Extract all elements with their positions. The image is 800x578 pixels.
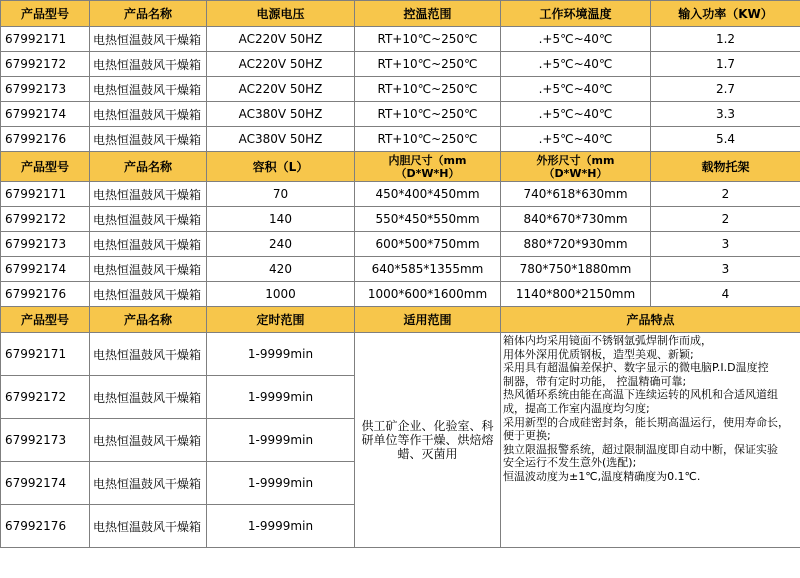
table-cell: RT+10℃~250℃: [355, 52, 501, 77]
table-cell: 67992173: [1, 232, 90, 257]
table-cell: 电热恒温鼓风干燥箱: [90, 257, 207, 282]
table-cell: 880*720*930mm: [501, 232, 651, 257]
table-cell: 3: [651, 232, 800, 257]
table-cell: 1-9999min: [207, 419, 355, 462]
table-cell: AC220V 50HZ: [207, 52, 355, 77]
table-cell: 电热恒温鼓风干燥箱: [90, 333, 207, 376]
table-cell: 550*450*550mm: [355, 207, 501, 232]
column-header: 外形尺寸（mm （D*W*H）: [501, 152, 651, 182]
feature-line: 制器，带有定时功能， 控温精确可靠;: [503, 374, 687, 388]
column-header: 产品名称: [90, 1, 207, 27]
table-row: [1, 77, 800, 102]
column-header: 电源电压: [207, 1, 355, 27]
table-cell: 67992172: [1, 207, 90, 232]
table-cell: 67992176: [1, 282, 90, 307]
table-row: [1, 257, 800, 282]
table-cell: 640*585*1355mm: [355, 257, 501, 282]
header3-row: [1, 307, 800, 333]
table-cell: 2: [651, 182, 800, 207]
column-header: 产品型号: [1, 1, 90, 27]
table-row: [1, 333, 800, 376]
table-cell: 电热恒温鼓风干燥箱: [90, 282, 207, 307]
column-header: 产品特点: [501, 307, 800, 333]
table-cell: 1-9999min: [207, 505, 355, 548]
table-row: [1, 232, 800, 257]
feature-line: 采用具有超温偏差保护、数字显示的微电脑P.I.D温度控: [503, 361, 769, 375]
column-header: 控温范围: [355, 1, 501, 27]
table-cell: 67992172: [1, 376, 90, 419]
feature-line: 独立限温报警系统，超过限制温度即自动中断，保证实验: [503, 442, 778, 456]
table-cell: 1140*800*2150mm: [501, 282, 651, 307]
table-cell: 240: [207, 232, 355, 257]
table-cell: 67992173: [1, 77, 90, 102]
table-cell: 1.2: [651, 27, 800, 52]
feature-line: 成，提高工作室内温度均匀度;: [503, 401, 650, 415]
column-header: 定时范围: [207, 307, 355, 333]
table-cell: 67992171: [1, 333, 90, 376]
table-cell: 2.7: [651, 77, 800, 102]
table-cell: 420: [207, 257, 355, 282]
product-features-cell: [501, 333, 800, 548]
table-cell: 780*750*1880mm: [501, 257, 651, 282]
table-cell: 3.3: [651, 102, 800, 127]
table-cell: 67992171: [1, 27, 90, 52]
table-row: [1, 27, 800, 52]
table-row: [1, 182, 800, 207]
table-row: [1, 127, 800, 152]
table-row: [1, 52, 800, 77]
table-cell: AC380V 50HZ: [207, 102, 355, 127]
table-cell: 67992173: [1, 419, 90, 462]
column-header: 工作环境温度: [501, 1, 651, 27]
column-header: 产品名称: [90, 152, 207, 182]
table-cell: 1.7: [651, 52, 800, 77]
column-header: 产品型号: [1, 152, 90, 182]
table-cell: 740*618*630mm: [501, 182, 651, 207]
table-cell: 67992174: [1, 102, 90, 127]
table-row: [1, 282, 800, 307]
feature-line: 恒温波动度为±1℃,温度精确度为0.1℃.: [503, 469, 701, 483]
table-cell: AC220V 50HZ: [207, 77, 355, 102]
table-cell: 840*670*730mm: [501, 207, 651, 232]
feature-line: 采用新型的合成硅密封条，能长期高温运行，使用寿命长，: [503, 415, 789, 429]
table-cell: 2: [651, 207, 800, 232]
table-cell: .+5℃~40℃: [501, 52, 651, 77]
table-cell: 70: [207, 182, 355, 207]
table-cell: 1-9999min: [207, 333, 355, 376]
table-cell: 电热恒温鼓风干燥箱: [90, 462, 207, 505]
table-cell: 67992176: [1, 127, 90, 152]
table-cell: 67992174: [1, 462, 90, 505]
feature-line: 用体外深用优质钢板，造型美观、新颖;: [503, 347, 694, 361]
column-header: 容积（L）: [207, 152, 355, 182]
table-cell: 67992172: [1, 52, 90, 77]
table-cell: 电热恒温鼓风干燥箱: [90, 102, 207, 127]
table-cell: 1-9999min: [207, 376, 355, 419]
table-cell: 5.4: [651, 127, 800, 152]
column-header: 产品名称: [90, 307, 207, 333]
table-cell: RT+10℃~250℃: [355, 77, 501, 102]
table-cell: 600*500*750mm: [355, 232, 501, 257]
table-cell: 67992174: [1, 257, 90, 282]
application-scope-cell: 供工矿企业、化验室、科研单位等作干燥、烘焙熔蜡、灭菌用: [355, 333, 501, 548]
column-header: 输入功率（KW）: [651, 1, 800, 27]
table-cell: 140: [207, 207, 355, 232]
table-cell: 电热恒温鼓风干燥箱: [90, 376, 207, 419]
table-cell: .+5℃~40℃: [501, 77, 651, 102]
table-cell: 电热恒温鼓风干燥箱: [90, 505, 207, 548]
table-cell: .+5℃~40℃: [501, 27, 651, 52]
table-cell: 电热恒温鼓风干燥箱: [90, 127, 207, 152]
column-header: 内胆尺寸（mm （D*W*H）: [355, 152, 501, 182]
table-cell: 电热恒温鼓风干燥箱: [90, 207, 207, 232]
table-cell: 电热恒温鼓风干燥箱: [90, 27, 207, 52]
table-row: [1, 207, 800, 232]
column-header: 适用范围: [355, 307, 501, 333]
header2-row: [1, 152, 800, 182]
table-row: [1, 102, 800, 127]
table-cell: RT+10℃~250℃: [355, 27, 501, 52]
table-cell: 电热恒温鼓风干燥箱: [90, 52, 207, 77]
table-cell: 1000*600*1600mm: [355, 282, 501, 307]
table-cell: .+5℃~40℃: [501, 102, 651, 127]
table-cell: 450*400*450mm: [355, 182, 501, 207]
feature-line: 便于更换;: [503, 429, 551, 443]
table-cell: 电热恒温鼓风干燥箱: [90, 232, 207, 257]
table-cell: RT+10℃~250℃: [355, 102, 501, 127]
header1-row: [1, 1, 800, 27]
feature-line: 箱体内均采用镜面不锈钢氩弧焊制作而成，: [503, 334, 712, 347]
table-cell: AC380V 50HZ: [207, 127, 355, 152]
table-cell: 67992171: [1, 182, 90, 207]
table-cell: 67992176: [1, 505, 90, 548]
table-cell: 电热恒温鼓风干燥箱: [90, 77, 207, 102]
table-cell: 电热恒温鼓风干燥箱: [90, 419, 207, 462]
table-cell: AC220V 50HZ: [207, 27, 355, 52]
table-cell: RT+10℃~250℃: [355, 127, 501, 152]
column-header: 载物托架: [651, 152, 800, 182]
table-cell: .+5℃~40℃: [501, 127, 651, 152]
table-cell: 电热恒温鼓风干燥箱: [90, 182, 207, 207]
table-cell: 1-9999min: [207, 462, 355, 505]
feature-line: 热风循环系统由能在高温下连续运转的风机和合适风道组: [503, 388, 778, 402]
feature-line: 安全运行不发生意外(选配);: [503, 456, 637, 470]
table-cell: 4: [651, 282, 800, 307]
table-cell: 3: [651, 257, 800, 282]
column-header: 产品型号: [1, 307, 90, 333]
table-cell: 1000: [207, 282, 355, 307]
